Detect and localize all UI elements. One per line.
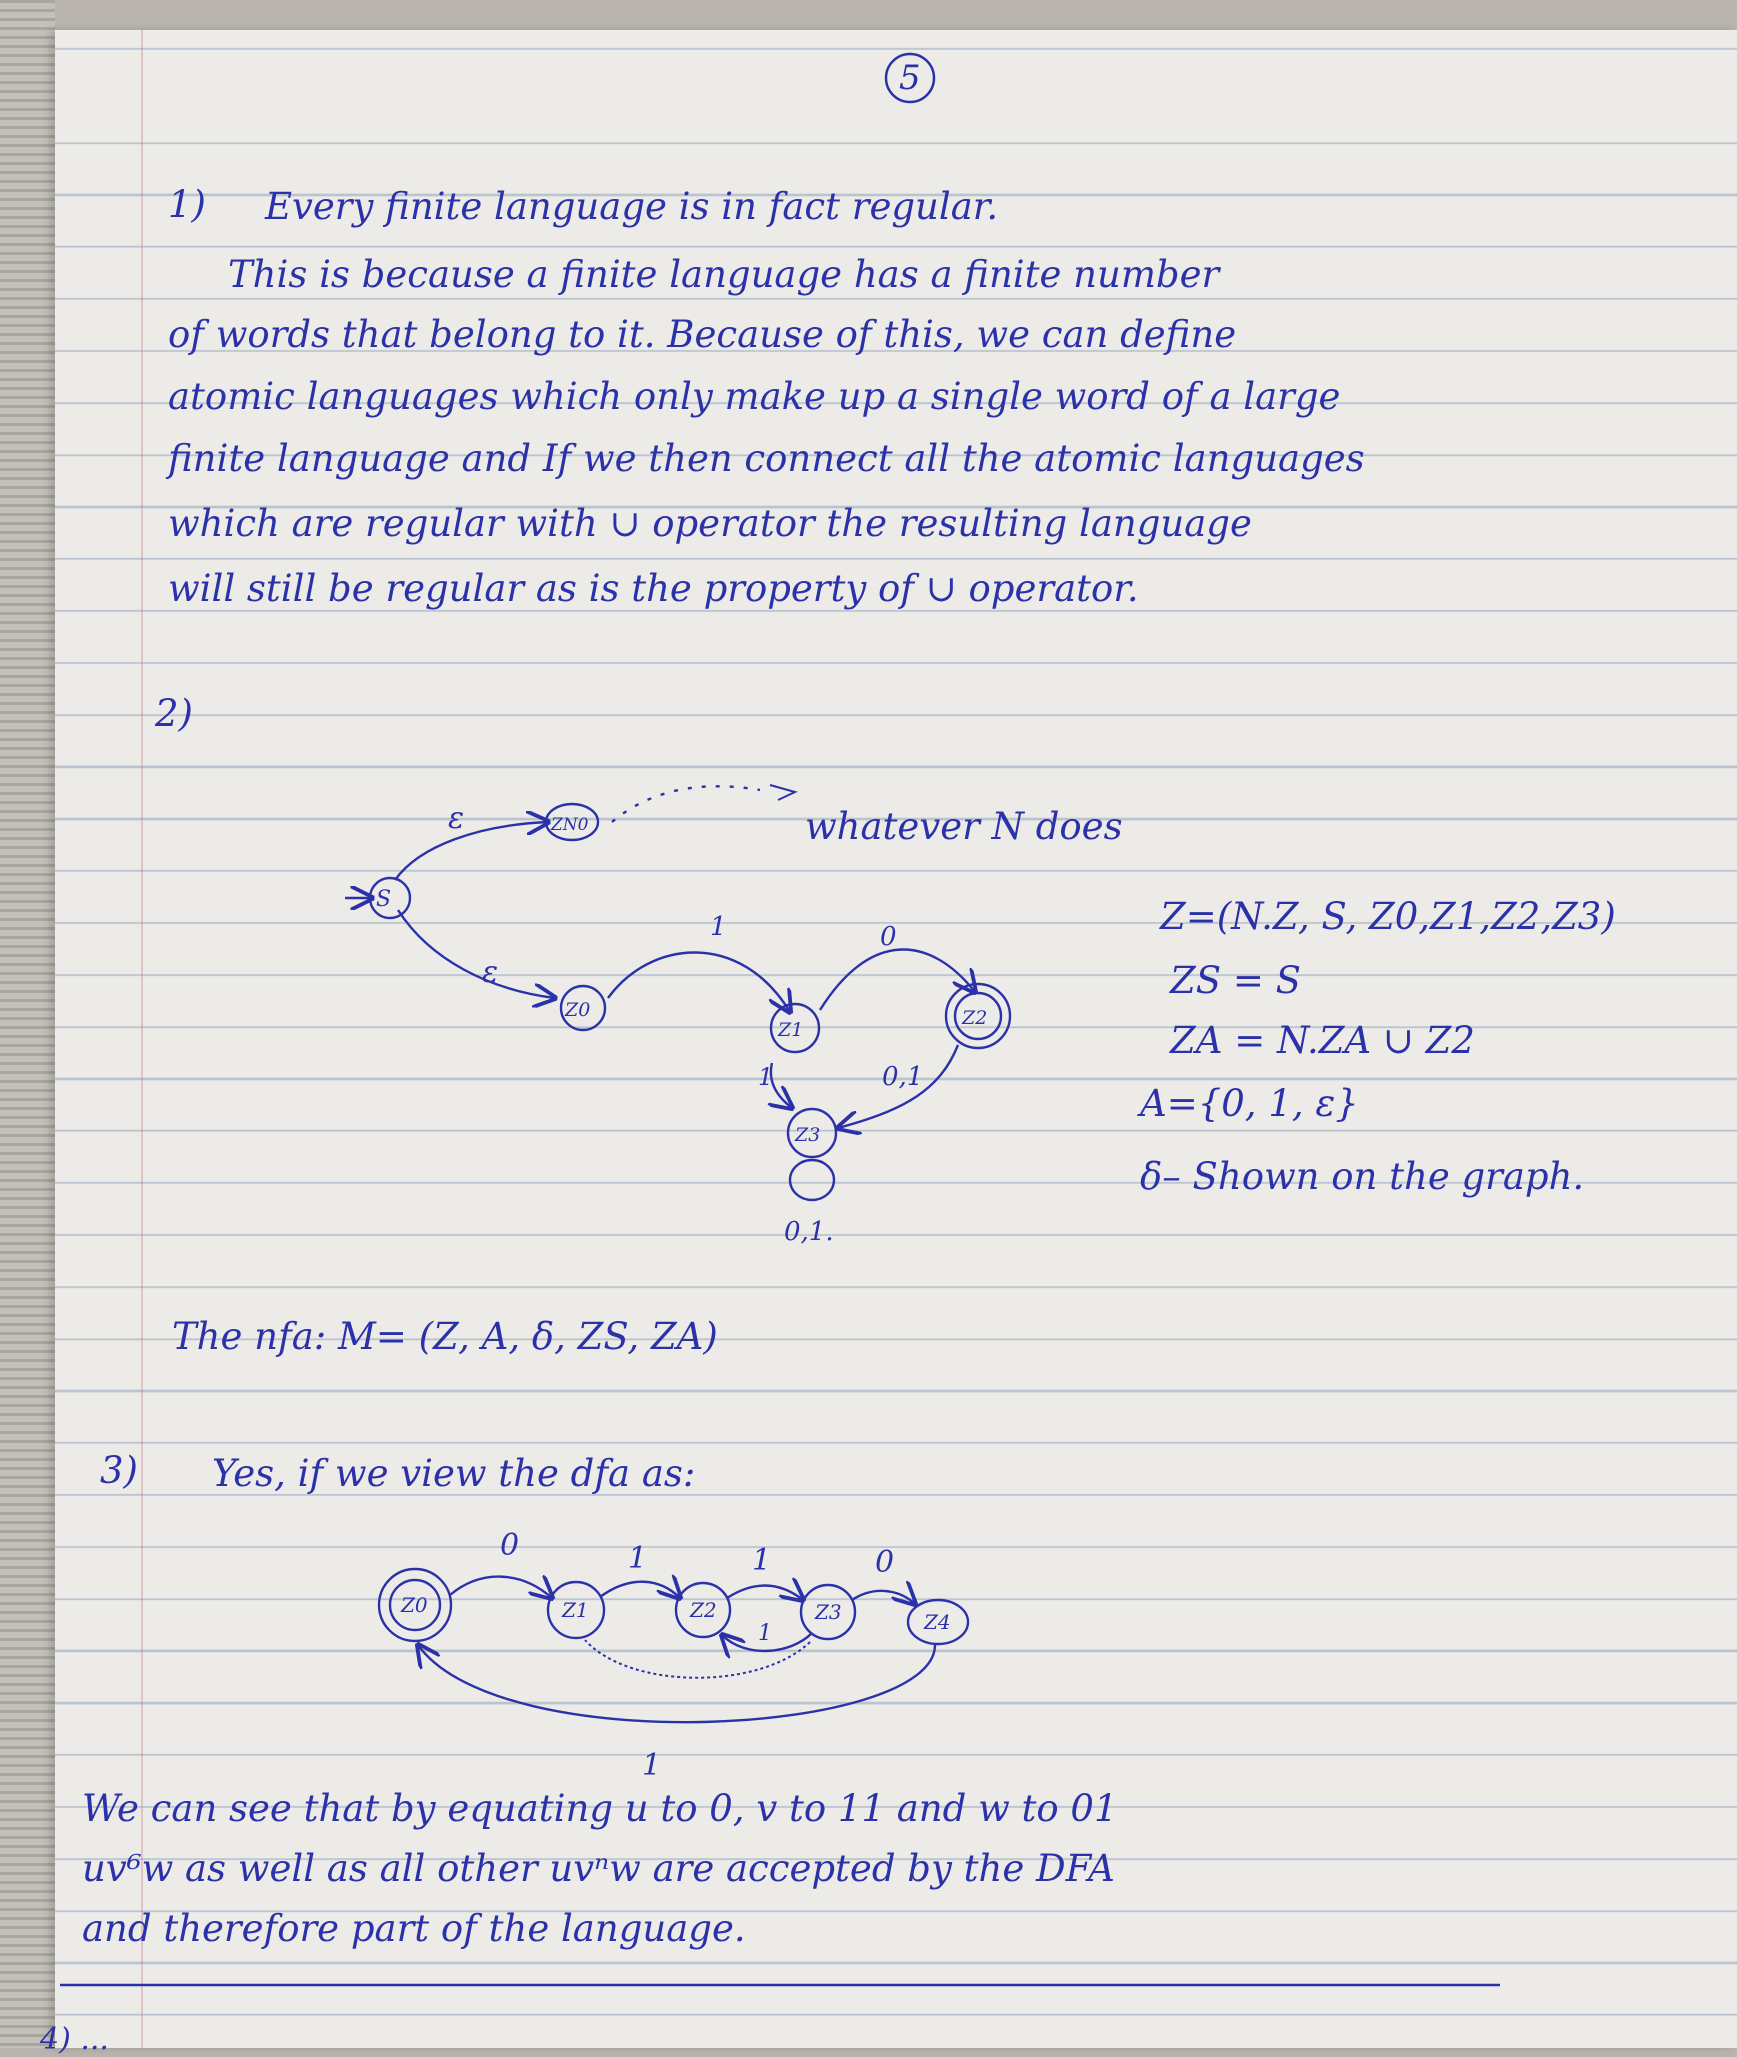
label-s: S bbox=[376, 887, 392, 912]
label-loop-z3: 0,1. bbox=[784, 1217, 834, 1247]
section3-line-2: uv⁶w as well as all other uvⁿw are accepted by the DFA bbox=[82, 1847, 1115, 1890]
dfa-label-e01: 0 bbox=[500, 1528, 520, 1563]
label-zn0: ZN0 bbox=[551, 815, 589, 835]
section2-number: 2) bbox=[155, 692, 193, 735]
dfa-label-z3: Z3 bbox=[815, 1600, 842, 1624]
dfa-label-z1: Z1 bbox=[562, 1598, 589, 1622]
definition-delta: δ– Shown on the graph. bbox=[1140, 1155, 1585, 1198]
label-z2: Z2 bbox=[962, 1007, 988, 1029]
definition-za: ZA = N.ZA ∪ Z2 bbox=[1170, 1019, 1475, 1062]
section3-line-1: We can see that by equating u to 0, v to 11 and w to 01 bbox=[82, 1787, 1118, 1830]
section3-intro: Yes, if we view the dfa as: bbox=[212, 1452, 696, 1495]
dfa-label-back32: 1 bbox=[758, 1621, 772, 1646]
label-z1: Z1 bbox=[778, 1019, 804, 1041]
dfa-label-z4: Z4 bbox=[924, 1610, 951, 1634]
dfa-label-z2: Z2 bbox=[690, 1598, 717, 1622]
dfa-label-back40: 1 bbox=[642, 1748, 662, 1783]
definition-z: Z=(N.Z, S, Z0,Z1,Z2,Z3) bbox=[1160, 895, 1616, 938]
definition-zs: ZS = S bbox=[1170, 959, 1301, 1002]
definition-alphabet: A={0, 1, ε} bbox=[1140, 1082, 1359, 1125]
section1-line-7: will still be regular as is the property of ∪ operator. bbox=[168, 567, 1139, 610]
section1-line-3: of words that belong to it. Because of this, we can define bbox=[168, 313, 1237, 356]
section3-line-3: and therefore part of the language. bbox=[82, 1907, 746, 1950]
label-z3: Z3 bbox=[795, 1124, 821, 1146]
section1-line-2: This is because a finite language has a finite number bbox=[228, 253, 1220, 296]
section1-line-1: Every finite language is in fact regular. bbox=[265, 185, 999, 228]
section1-line-5: finite language and If we then connect all the atomic languages bbox=[168, 437, 1365, 480]
section3-number: 3) bbox=[100, 1449, 138, 1492]
section1-line-4: atomic languages which only make up a single word of a large bbox=[168, 375, 1341, 418]
section1-line-6: which are regular with ∪ operator the resulting language bbox=[168, 502, 1252, 545]
page-number: 5 bbox=[899, 58, 921, 98]
label-edge-z0-z1: 1 bbox=[710, 912, 727, 942]
nfa-definition: The nfa: M= (Z, A, δ, ZS, ZA) bbox=[172, 1315, 718, 1358]
label-edge-z1-z2: 0 bbox=[880, 922, 897, 952]
footer-next-section: 4) ... bbox=[40, 2022, 109, 2057]
label-eps-top: ε bbox=[448, 801, 465, 836]
label-eps-bottom: ε bbox=[482, 955, 499, 990]
dfa-label-z0: Z0 bbox=[401, 1593, 428, 1617]
label-z0: Z0 bbox=[565, 999, 591, 1021]
label-edge-z1-z3: 1 bbox=[758, 1063, 774, 1091]
label-edge-z2-z3: 0,1 bbox=[882, 1062, 924, 1092]
dfa-label-e34: 0 bbox=[875, 1545, 895, 1580]
section1-number: 1) bbox=[168, 183, 206, 226]
dfa-label-e23: 1 bbox=[752, 1543, 772, 1578]
dfa-label-e12: 1 bbox=[628, 1541, 648, 1576]
whatever-label: whatever N does bbox=[805, 805, 1123, 848]
